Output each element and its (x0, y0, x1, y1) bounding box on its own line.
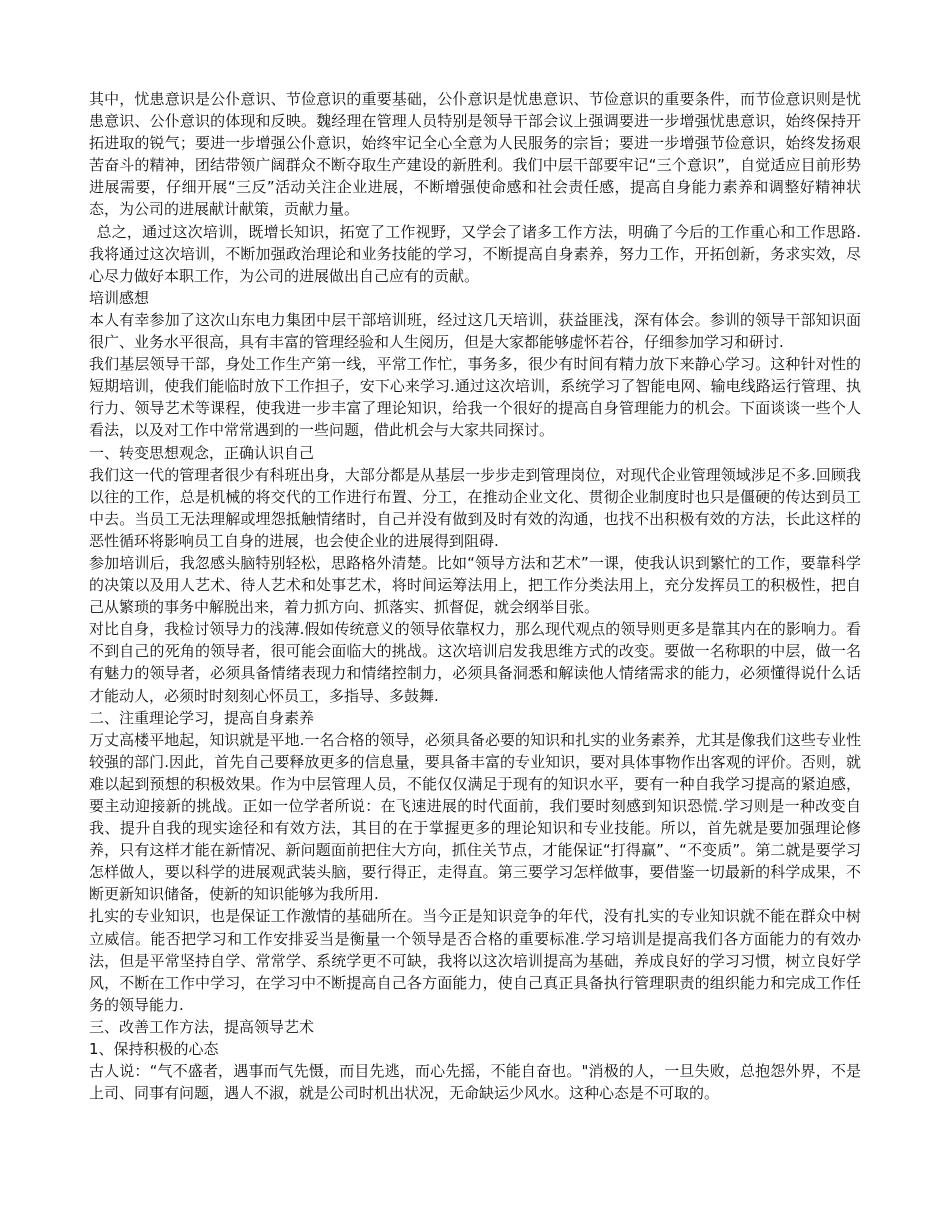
paragraph-after-training: 参加培训后，我忽感头脑特别轻松，思路格外清楚。比如“领导方法和艺术”一课，使我认识到繁忙的工作，要靠科学的决策以及用人艺术、待人艺术和处事艺术，将时间运筹法用上，把工作分类法用上，充分发挥员工的积极性，把自己从繁琐的事务中解脱出来，着力抓方向、抓落实、抓督促，就会纲举目张。 (89, 553, 861, 617)
paragraph-attitude: 古人说：“气不盛者，遇事而气先慑，而目先逃，而心先摇，不能自奋也。"消极的人，一旦失败，总抱怨外界，不是上司、同事有问题，遇人不淑，就是公司时机出状况，无命缺运少风水。这种心态是不可取的。 (89, 1062, 861, 1103)
paragraph-awareness: 其中，忧患意识是公仆意识、节俭意识的重要基础，公仆意识是忧患意识、节俭意识的重要条件，而节俭意识则是忧患意识、公仆意识的体现和反映。魏经理在管理人员特别是领导干部会议上强调要进一步增强忧患意识，始终保持开拓进取的锐气；要进一步增强公仆意识，始终牢记全心全意为人民服务的宗旨；要进一步增强节俭意识，始终发扬艰苦奋斗的精神，团结带领广阔群众不断夺取生产建设的新胜利。我们中层干部要牢记“三个意识”，自觉适应目前形势进展需要，仔细开展“三反”活动关注企业进展，不断增强使命感和社会责任感，提高自身能力素养和调整好精神状态，为公司的进展献计献策，贡献力量。 (89, 90, 861, 219)
paragraph-self-reflection: 对比自身，我检讨领导力的浅薄.假如传统意义的领导依靠权力，那么现代观点的领导则更多是靠其内在的影响力。看不到自己的死角的领导者，很可能会面临大的挑战。这次培训启发我思维方式的改变。要做一名称职的中层，做一名有魅力的领导者，必须具备情绪表现力和情绪控制力，必须具备洞悉和解读他人情绪需求的能力，必须懂得说什么话才能动人，必须时时刻刻心怀员工，多指导、多鼓舞. (89, 620, 861, 705)
heading-section-2: 二、注重理论学习，提高自身素养 (89, 708, 315, 727)
paragraph-grassroots: 我们基层领导干部，身处工作生产第一线，平常工作忙，事务多，很少有时间有精力放下来静心学习。这种针对性的短期培训，使我们能临时放下工作担子，安下心来学习.通过这次培训，系统学习了智能电网、输电线路运行管理、执行力、领导艺术等课程，使我进一步丰富了理论知识，给我一个很好的提高自身管理能力的机会。下面谈谈一些个人看法，以及对工作中常常遇到的一些问题，借此机会与大家共同探讨。 (89, 355, 861, 440)
heading-section-3: 三、改善工作方法，提高领导艺术 (89, 1017, 315, 1036)
heading-subsection-3-1: 1、保持积极的心态 (89, 1040, 219, 1059)
paragraph-managers: 我们这一代的管理者很少有科班出身，大部分都是从基层一步步走到管理岗位，对现代企业管理领域涉足不多.回顾我以往的工作，总是机械的将交代的工作进行布置、分工，在推动企业文化、贯彻企业制度时也只是僵硬的传达到员工中去。当员工无法理解或埋怨抵触情绪时，自己并没有做到及时有效的沟通，也找不出积极有效的方法，长此这样的恶性循环将影响员工自身的进展，也会使企业的进展得到阻碍. (89, 465, 861, 550)
paragraph-intro: 本人有幸参加了这次山东电力集团中层干部培训班，经过这几天培训，获益匪浅，深有体会。参训的领导干部知识面很广、业务水平很高，具有丰富的管理经验和人生阅历，但是大家都能够虚怀若谷，仔细参加学习和研讨. (89, 310, 861, 352)
section-title-training-thoughts: 培训感想 (89, 288, 150, 307)
heading-section-1: 一、转变思想观念，正确认识自己 (89, 443, 315, 462)
paragraph-professional: 扎实的专业知识，也是保证工作激情的基础所在。当今正是知识竞争的年代，没有扎实的专业知识就不能在群众中树立威信。能否把学习和工作安排妥当是衡量一个领导是否合格的重要标准.学习培训是提高我们各方面能力的有效办法，但是平常坚持自学、常常学、系统学更不可缺，我将以这次培训提高为基础，养成良好的学习习惯，树立良好学风，不断在工作中学习，在学习中不断提高自己各方面能力，使自己真正具备执行管理职责的组织能力和完成工作任务的领导能力. (89, 907, 861, 1014)
document-body (89, 88, 861, 1104)
paragraph-knowledge: 万丈高楼平地起，知识就是平地.一名合格的领导，必须具备必要的知识和扎实的业务素养，尤其是像我们这些专业性较强的部门.因此，首先自己要释放更多的信息量，要具备丰富的专业知识，要对具体事物作出客观的评价。否则，就难以起到预想的积极效果。作为中层管理人员，不能仅仅满足于现有的知识水平，要有一种自我学习提高的紧迫感，要主动迎接新的挑战。正如一位学者所说：在飞速进展的时代面前，我们要时刻感到知识恐慌.学习则是一种改变自我、提升自我的现实途径和有效方法，其目的在于掌握更多的理论知识和专业技能。所以，首先就是要加强理论修养，只有这样才能在新情况、新问题面前把住大方向，抓住关节点，才能保证“打得赢”、“不变质”。第二就是要学习怎样做人，要以科学的进展观武装头脑，要行得正，走得直。第三要学习怎样做事，要借鉴一切最新的科学成果，不断更新知识储备，使新的知识能够为我所用. (89, 730, 861, 904)
paragraph-summary: 总之，通过这次培训，既增长知识，拓宽了工作视野，又学会了诸多工作方法，明确了今后的工作重心和工作思路.我将通过这次培训，不断加强政治理论和业务技能的学习，不断提高自身素养，努力工作，开拓创新，务求实效，尽心尽力做好本职工作，为公司的进展做出自己应有的贡献。 (89, 222, 861, 285)
